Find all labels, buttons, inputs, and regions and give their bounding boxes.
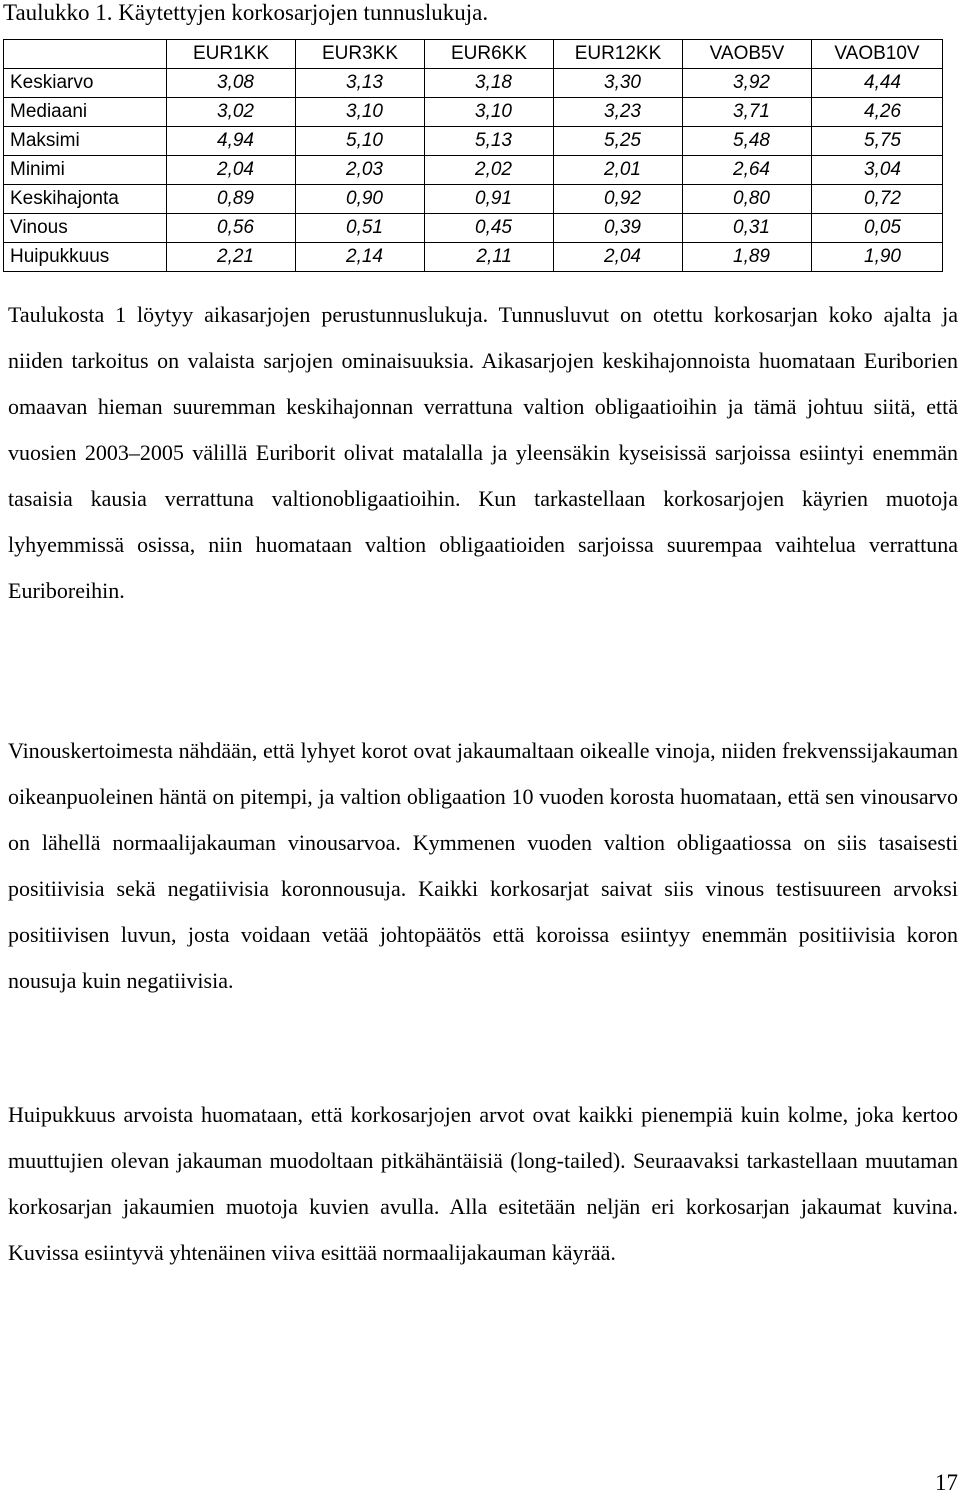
table-cell: 3,02 [167, 98, 296, 127]
body-paragraph: Vinouskertoimesta nähdään, että lyhyet korot ovat jakaumaltaan oikealle vinoja, niiden frekvenssijakauman oikeanpuoleinen häntä on pitempi, ja valtion obligaation 10 vuoden korosta huomataan, että sen vinousarvo on lähellä normaalijakauman vinousarvoa. Kymmenen vuoden valtion obligaatiossa on siis tasaisesti positiivisia sekä negatiivisia koronnousuja. Kaikki korkosarjat saivat siis vinous testisuureen arvoksi positiivisen luvun, josta voidaan vetää johtopäätös että koroissa esiintyy enemmän positiivisia koron nousuja kuin negatiivisia. [8, 738, 958, 993]
table-header-cell: EUR1KK [167, 40, 296, 69]
table-row [4, 127, 943, 156]
table-cell: 3,23 [554, 98, 683, 127]
table-cell: 0,90 [296, 185, 425, 214]
table-cell: 1,89 [683, 243, 812, 272]
table-row [4, 214, 943, 243]
row-label: Minimi [4, 156, 167, 185]
table-header-cell: VAOB5V [683, 40, 812, 69]
table-row [4, 243, 943, 272]
row-label: Vinous [4, 214, 167, 243]
row-label: Keskiarvo [4, 69, 167, 98]
table-cell: 0,80 [683, 185, 812, 214]
table-caption: Taulukko 1. Käytettyjen korkosarjojen tunnuslukuja. [3, 0, 489, 25]
table-cell: 4,44 [812, 69, 943, 98]
table-header-cell [4, 40, 167, 69]
table-cell: 0,56 [167, 214, 296, 243]
table-cell: 0,45 [425, 214, 554, 243]
table-header-cell: EUR3KK [296, 40, 425, 69]
table-header-row [4, 40, 943, 69]
table-cell: 3,04 [812, 156, 943, 185]
table-cell: 5,13 [425, 127, 554, 156]
table-cell: 2,14 [296, 243, 425, 272]
table-cell: 3,08 [167, 69, 296, 98]
table-cell: 4,94 [167, 127, 296, 156]
table-cell: 3,92 [683, 69, 812, 98]
statistics-table [3, 39, 943, 272]
row-label: Keskihajonta [4, 185, 167, 214]
page-number: 17 [935, 1470, 958, 1495]
table-row [4, 185, 943, 214]
table-row [4, 156, 943, 185]
table-cell: 4,26 [812, 98, 943, 127]
table-header-cell: EUR6KK [425, 40, 554, 69]
table-cell: 3,71 [683, 98, 812, 127]
table-cell: 0,05 [812, 214, 943, 243]
table-cell: 3,30 [554, 69, 683, 98]
row-label: Maksimi [4, 127, 167, 156]
table-cell: 2,03 [296, 156, 425, 185]
table-cell: 0,72 [812, 185, 943, 214]
table-row [4, 98, 943, 127]
table-header-cell: EUR12KK [554, 40, 683, 69]
table-cell: 5,10 [296, 127, 425, 156]
table-cell: 0,89 [167, 185, 296, 214]
table-cell: 2,04 [167, 156, 296, 185]
table-cell: 2,04 [554, 243, 683, 272]
row-label: Huipukkuus [4, 243, 167, 272]
table-cell: 2,11 [425, 243, 554, 272]
table-cell: 3,10 [425, 98, 554, 127]
table-cell: 2,01 [554, 156, 683, 185]
table-cell: 0,51 [296, 214, 425, 243]
table-cell: 0,31 [683, 214, 812, 243]
table-cell: 5,48 [683, 127, 812, 156]
body-paragraph: Taulukosta 1 löytyy aikasarjojen perustunnuslukuja. Tunnusluvut on otettu korkosarjan koko ajalta ja niiden tarkoitus on valaista sarjojen ominaisuuksia. Aikasarjojen keskihajonnoista huomataan Euriborien omaavan hieman suuremman keskihajonnan verrattuna valtion obligaatioihin ja tämä johtuu siitä, että vuosien 2003–2005 välillä Euriborit olivat matalalla ja yleensäkin kyseisissä sarjoissa esiintyi enemmän tasaisia kausia verrattuna valtionobligaatioihin. Kun tarkastellaan korkosarjojen käyrien muotoja lyhyemmissä osissa, niin huomataan valtion obligaatioiden sarjoissa suurempaa vaihtelua verrattuna Euriboreihin. [8, 302, 958, 603]
table-cell: 0,92 [554, 185, 683, 214]
table-cell: 0,91 [425, 185, 554, 214]
table-cell: 1,90 [812, 243, 943, 272]
row-label: Mediaani [4, 98, 167, 127]
table-cell: 2,21 [167, 243, 296, 272]
table-row [4, 69, 943, 98]
table-cell: 2,02 [425, 156, 554, 185]
table-cell: 3,13 [296, 69, 425, 98]
table-cell: 5,25 [554, 127, 683, 156]
table-cell: 3,10 [296, 98, 425, 127]
body-paragraph: Huipukkuus arvoista huomataan, että korkosarjojen arvot ovat kaikki pienempiä kuin kolme, joka kertoo muuttujien olevan jakauman muodoltaan pitkähäntäisiä (long-tailed). Seuraavaksi tarkastellaan muutaman korkosarjan jakaumien muotoja kuvien avulla. Alla esitetään neljän eri korkosarjan jakaumat kuvina. Kuvissa esiintyvä yhtenäinen viiva esittää normaalijakauman käyrää. [8, 1102, 958, 1265]
table-header-cell: VAOB10V [812, 40, 943, 69]
table-cell: 5,75 [812, 127, 943, 156]
table-cell: 3,18 [425, 69, 554, 98]
table-cell: 0,39 [554, 214, 683, 243]
table-cell: 2,64 [683, 156, 812, 185]
